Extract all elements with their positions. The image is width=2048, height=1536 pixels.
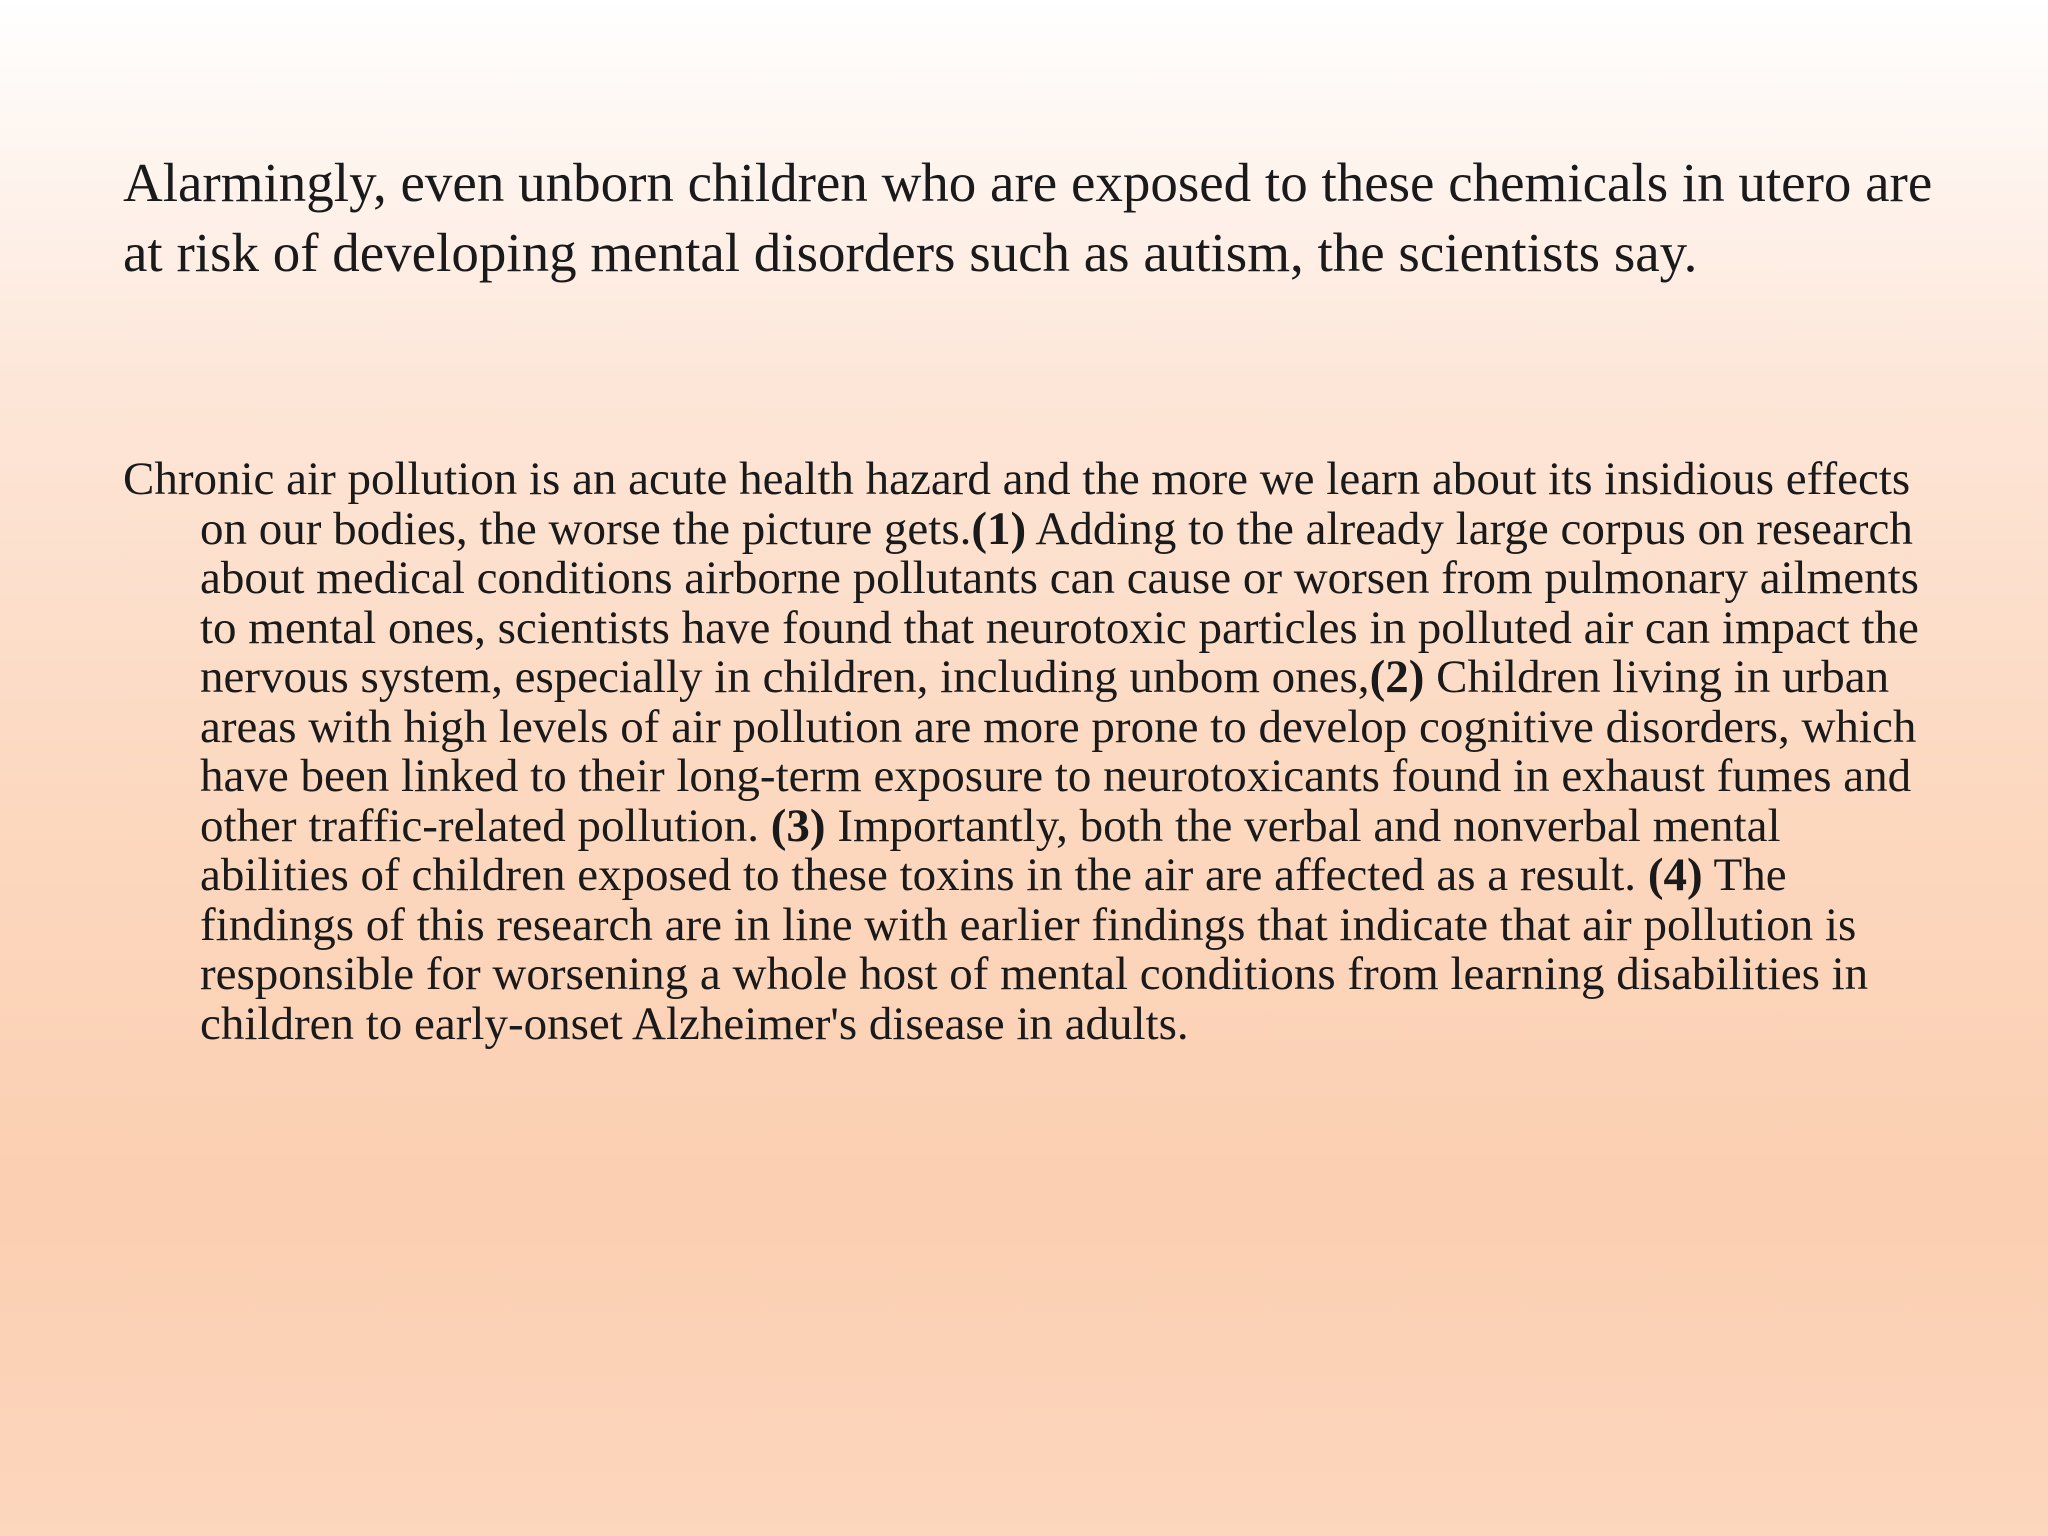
body-segment: Adding to the already large corpus on research about medical conditions airborne pollutants can cause or worsen from pulmonary ailments to mental ones, scientists have found that neurotoxic particles in polluted air can impact the nervous system, especially in children, including unbom ones, (200, 502, 1919, 703)
reference-marker-4: (4) (1647, 849, 1703, 901)
body-segment: The findings of this research are in line with earlier findings that indicate that air pollution is responsible for worsening a whole host of mental conditions from learning disabilities in children to early-onset Alzheimer's disease in adults. (200, 849, 1869, 1050)
body-segment: Children living in urban areas with high levels of air pollution are more prone to develop cognitive disorders, which have been linked to their long-term exposure to neurotoxicants found in exhaust fumes and other traffic-related pollution. (200, 651, 1917, 852)
body-segment: Chronic air pollution is an acute health hazard and the more we learn about its insidious effects on our bodies, the worse the picture gets. (123, 453, 1911, 555)
body-paragraph (123, 455, 1928, 1049)
reference-marker-3: (3) (770, 799, 826, 852)
body-segment: Importantly, both the verbal and nonverbal mental abilities of children exposed to these toxins in the air are affected as a result. (200, 799, 1781, 901)
reference-marker-2: (2) (1369, 651, 1425, 703)
intro-paragraph: Alarmingly, even unborn children who are exposed to these chemicals in utero are at risk of developing mental disorders such as autism, the scientists say. (123, 152, 1933, 283)
reference-marker-1: (1) (971, 502, 1027, 555)
